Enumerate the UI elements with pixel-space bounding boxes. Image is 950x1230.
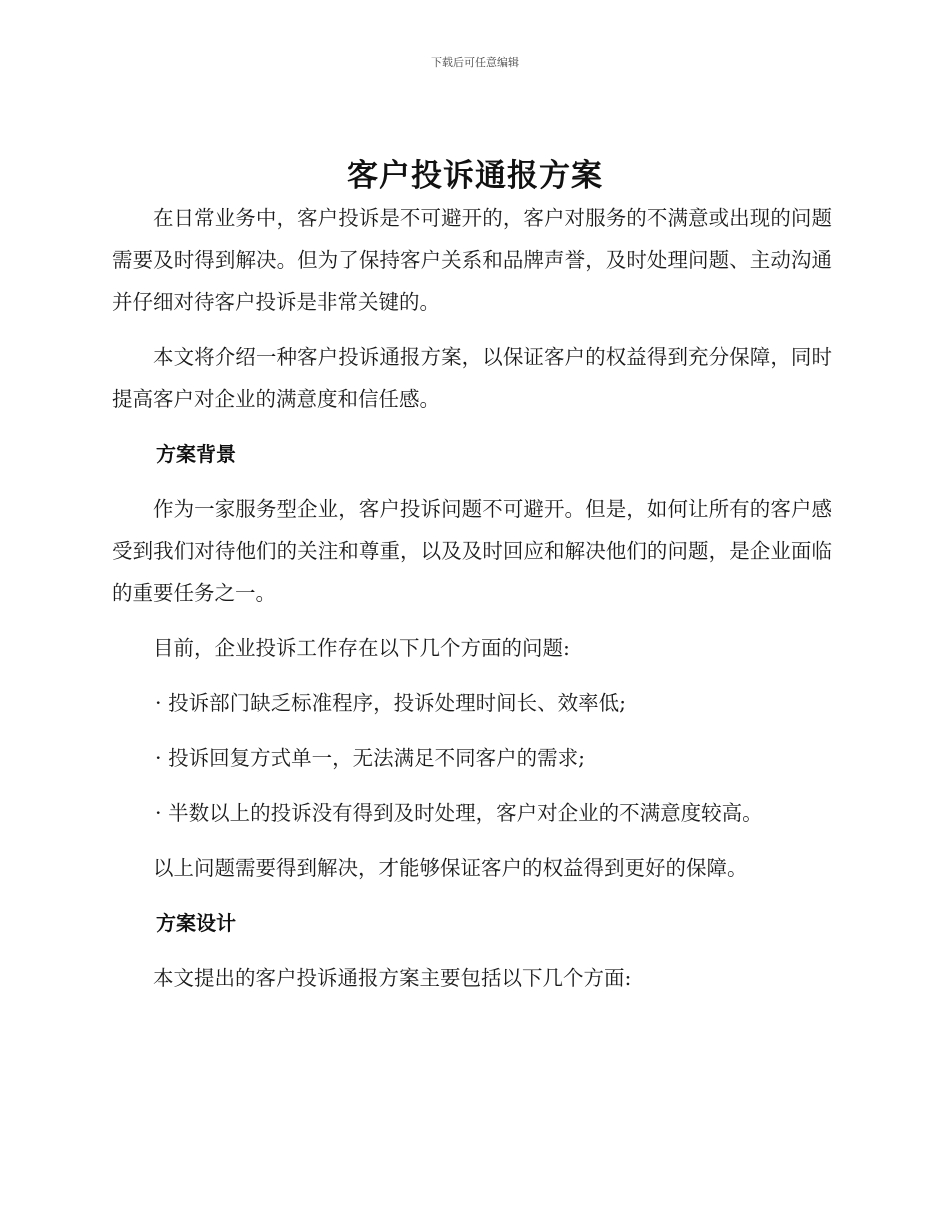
document-body xyxy=(112,197,832,1012)
section-heading-design: 方案设计 xyxy=(156,911,236,935)
paragraph-problems-conclusion: 以上问题需要得到解决，才能够保证客户的权益得到更好的保障。 xyxy=(153,856,748,880)
bullet-item-3: · 半数以上的投诉没有得到及时处理，客户对企业的不满意度较高。 xyxy=(155,801,763,825)
paragraph-background: 作为一家服务型企业，客户投诉问题不可避开。但是，如何让所有的客户感受到我们对待他们的关注和尊重，以及及时回应和解决他们的问题，是企业面临的重要任务之一。 xyxy=(112,497,832,605)
paragraph-design-intro: 本文提出的客户投诉通报方案主要包括以下几个方面: xyxy=(153,966,632,990)
bullet-item-2: · 投诉回复方式单一，无法满足不同客户的需求; xyxy=(155,746,585,770)
document-title: 客户投诉通报方案 xyxy=(347,158,603,194)
paragraph-purpose: 本文将介绍一种客户投诉通报方案，以保证客户的权益得到充分保障，同时提高客户对企业的满意度和信任感。 xyxy=(112,345,832,411)
bullet-item-1: · 投诉部门缺乏标准程序，投诉处理时间长、效率低; xyxy=(155,691,626,715)
header-note: 下载后可任意编辑 xyxy=(431,56,519,69)
paragraph-problems-intro: 目前，企业投诉工作存在以下几个方面的问题: xyxy=(153,636,570,660)
paragraph-intro: 在日常业务中，客户投诉是不可避开的，客户对服务的不满意或出现的问题需要及时得到解决。但为了保持客户关系和品牌声誉，及时处理问题、主动沟通并仔细对待客户投诉是非常关键的。 xyxy=(112,206,832,314)
section-heading-background: 方案背景 xyxy=(156,442,236,466)
